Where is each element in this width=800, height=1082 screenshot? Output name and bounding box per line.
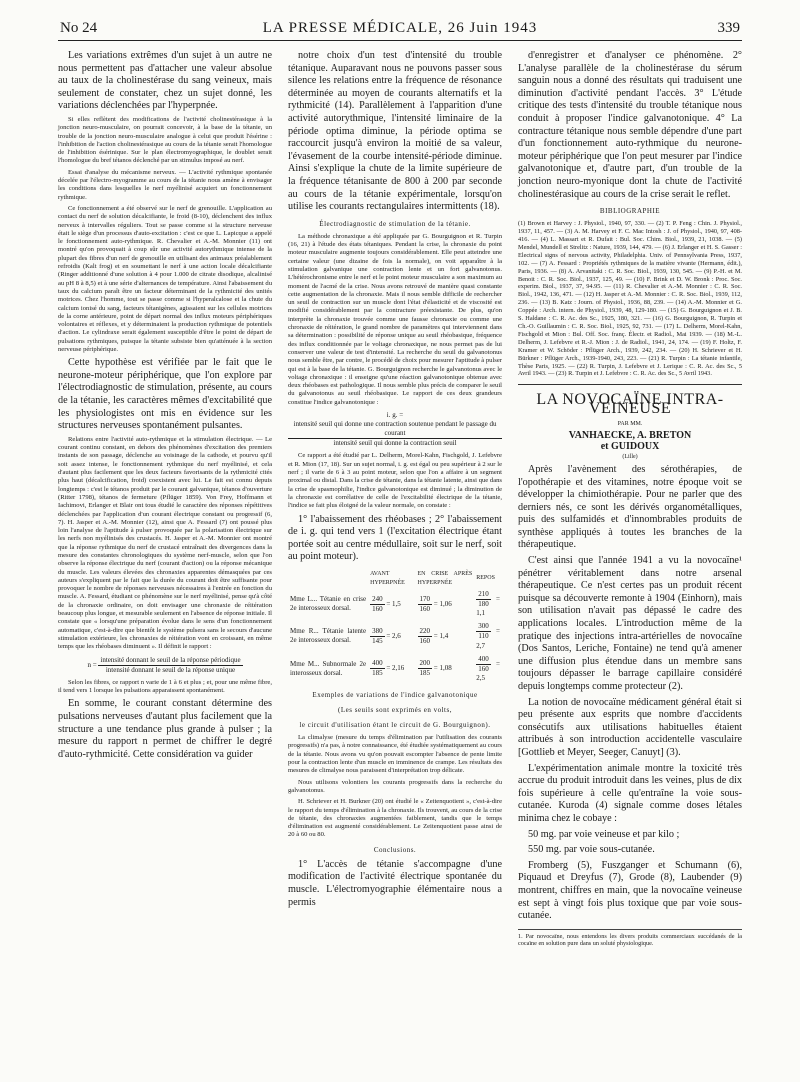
cell-value: = 2,5 bbox=[476, 659, 500, 682]
table-header: EN CRISE APRÈS HYPERPNÉE bbox=[417, 570, 473, 586]
cell-value: = 1,4 bbox=[433, 632, 449, 641]
footnote: 1. Par novocaïne, nous entendons les divers produits commerciaux succédanés de la cocaïne en solution pure dans un soluté physiologique. bbox=[518, 929, 742, 949]
cell-value: = 1,1 bbox=[476, 595, 500, 618]
column-1 bbox=[58, 50, 272, 764]
paragraph: Nous utilisons volontiers les courants progressifs dans la recherche du galvanotonus. bbox=[288, 778, 502, 794]
bibliography-heading: BIBLIOGRAPHIE bbox=[599, 207, 661, 216]
authors: et GUIDOUX bbox=[600, 440, 660, 452]
journal-title: LA PRESSE MÉDICALE, 26 Juin 1943 bbox=[262, 20, 538, 36]
bibliography: (1) Brown et Harvey : J. Physiol., 1940, 97, 330. — (2) T. P. Feng : Chin. J. Physiol., 1937, 11, 457. — (3) A. M. Harvey et F. C. Mac Intosh : J. of Physiol., 1940, 97, 408-416. — (4) L. Massart et R. Dufait : Bul. Soc. Chim. Biol., 1939, 21, 1038. — (5) Mendel, Mundell et Strelitz : Nature, 1939, 144, 479. — (6) J. Erlanger et H. S. Gasser : Electrical signs of nervous activity, Philadelphia. Univ. of Pennsylvania Press, 1937, 102. — (7) A. Fessard : Propriétés rythmiques de la matière vivante (Hermann, édit.), Paris, 1936. — (8) A. Arvanitaki : C. R. Soc. Biol., 1939, 130, 545. — (9) P.-H. et M. Benoit : C. R. Soc. Biol., 1937, 125, 49. — (10) F. Brink et D. W. Bronk : Proc. Soc. experim. Biol., 1937, 37, 94.95. — (11) R. Chevalier et A.-M. Monnier : C. R. Soc. Biol., 1942, 136, 471. — (12) H. Jasper et A.-M. Monnier : C. R. Soc. Biol., 1939, 112, 236. — (13) B. Katz : Journ. of Physiol., 1936, 88, 239. — (14) A.-M. Monnier et G. Coppée : Arch. intern. de Physiol., 1939, 48, 129-180. — (15) G. Bourguignon et J. B. S. Haldane : C. R. Ac. des Sc., 1925, 180, 321. — (16) G. Bourguignon, R. Turpin et Ch.-O. Guillaumin : C. R. Soc. Biol., 1925, 92, 731. — (17) L. Delherm, Morel-Kahn, Fischgold et Mion : Bul. Off. Soc. franç. Électr. et Radiol., Mai 1939. — (18) M.-L. Delherm, J. Lefebvre et R.-J. Mion : J. de Radiol., 1941, 24, 174. — (19) F. Holtz, F. Kramer et W. Schöder : Pflüger Arch., 1939, 242, 234. — (20) H. Schriever et H. Bürkner : Pflüger Arch., 1939-1940, 243, 223. — (21) R. Turpin : La tétanie infantile, Thèse Paris, 1925. — (22) R. Turpin, J. Lefebvre et J. Lerique : C. R. Ac. des Sc., 5 Avril 1943. — (23) R. Turpin et J. Lefebvre : C. R. Ac. des Sc., 5 Avril 1943. bbox=[518, 220, 742, 378]
section-heading: Électrodiagnostic de stimulation de la tétanie. bbox=[319, 219, 471, 228]
numerator: 300 bbox=[476, 622, 491, 632]
numerator: 400 bbox=[370, 659, 385, 669]
article-title: LA NOVOCAÏNE INTRA-VEINEUSE bbox=[536, 391, 724, 418]
column-2 bbox=[288, 50, 502, 912]
table-header: AVANT HYPERPNÉE bbox=[370, 570, 405, 586]
fraction bbox=[98, 656, 242, 675]
header-rule bbox=[58, 40, 742, 41]
formula-lhs: n = bbox=[87, 660, 97, 669]
paragraph: Ce rapport a été étudié par L. Delherm, Morel-Kahn, Fischgold, J. Lefebvre et R. Mion (17, 18). Sur un sujet normal, i. g. est égal ou peu supérieur à 2 sur le nerf ; il varie de 6 à 3 au point moteur, selon que l'on a affaire à un segment proximal ou distal. Dans la crise de tétanie, dans la tétanie latente, ainsi que dans la crise de spasmophilie, l'indice galvanotonique est diminué ; la diminution de la chronaxie est corrélative de celle de l'excitabilité électrique de la tétanie, l'indice se fait plus éloigné de la valeur normale, on constate : bbox=[288, 452, 502, 510]
table-cell bbox=[474, 588, 502, 620]
denominator: 180 bbox=[478, 600, 489, 609]
dose-line: 550 mg. par voie sous-cutanée. bbox=[528, 844, 655, 856]
row-label: Mme R... Tétanie latente 2e interosseux dorsal. bbox=[290, 627, 367, 645]
paragraph: Les variations extrêmes d'un sujet à un autre ne nous permettent pas d'attacher une valeur absolue au taux de la cholinestérase du sang veineux, mais seulement de constater, chez un sujet donné, les variations déclenchées par l'hyperpnée. bbox=[58, 50, 272, 112]
paragraph: Cette hypothèse est vérifiée par le fait que le neurone-moteur périphérique, que l'on explore par l'électrodiagnostic de stimulation, présente, au cours de la tétanie, les caractères mêmes d'excitabilité que les physiologistes ont mis en évidence sur les structures nerveuses spontanément pulsantes. bbox=[58, 357, 272, 432]
table-header bbox=[288, 570, 368, 588]
paragraph: Après l'avènement des sérothérapies, de l'opothérapie et des vitamines, notre époque voit se développer la chimiothérapie. Pour ne parler que des derniers nés, ce sont les dérivés organométalliques, puis des sulfamidés et d'innombrables produits de synthèse appliqués à toutes les branches de la thérapeutique. bbox=[518, 463, 742, 551]
paragraph: Fromberg (5), Fuszganger et Schumann (6), Piquaud et Dreyfus (7), Grode (8), Laubender (9) montrent, chiffres en main, que la novocaïne veineuse est sept à vingt fois plus toxique que par voie sous-cutanée. bbox=[518, 859, 742, 922]
row-label: Mme L... Tétanie en crise 2e interosseux dorsal. bbox=[290, 595, 367, 613]
issue-number: No 24 bbox=[60, 20, 98, 36]
paragraph: 1° L'accès de tétanie s'accompagne d'une modification de l'activité électrique spontanée du muscle. L'électromyographie élémentaire nous a permis bbox=[288, 858, 502, 908]
paragraph: L'expérimentation animale montre la toxicité très accrue du produit introduit dans les veines, plus de dix fois supérieure à celle qu'entraîne la voie sous-cutanée. Kuroda (4) signale comme doses létales minima chez le cobaye : bbox=[518, 762, 742, 824]
paragraph: notre choix d'un test d'intensité du trouble tétanique. Auparavant nous ne pouvons passer sous silence les relations entre la fréquence de résonance déterminée au moyen de courants alternatifs et la rythmicité (14). Parallèlement à l'apparition d'une activité autorythmique, l'intensité liminaire de la période optima diminue, la période optima se raccourcit jusqu'à environ la moitié de sa valeur, l'évasement de la courbe intensité-période diminue. Ainsi s'explique la chute de la limite supérieure de la fréquence tétanisante de 800 à 200 par seconde au cours de la tétanie expérimentale, lorsqu'on utilise les courants rectangulaires intermittents (18). bbox=[288, 50, 502, 213]
data-table bbox=[288, 570, 502, 685]
table-row bbox=[288, 588, 502, 620]
numerator: 220 bbox=[418, 627, 433, 637]
denominator: 160 bbox=[478, 664, 489, 673]
paragraph: Selon les fibres, ce rapport n varie de 1 à 6 et plus ; et, pour une même fibre, il tend vers 1 lorsque les pulsations apparaissent spontanément. bbox=[58, 678, 272, 695]
numerator: intensité donnant le seuil de la réponse périodique bbox=[98, 656, 242, 666]
dose-line: 50 mg. par voie veineuse et par kilo ; bbox=[528, 828, 680, 840]
numerator: intensité seuil qui donne une contraction soutenue pendant le passage du courant bbox=[288, 420, 502, 439]
table-row bbox=[288, 620, 502, 652]
table-row bbox=[288, 653, 502, 685]
formula-lhs: i. g. = bbox=[386, 411, 404, 420]
column-3 bbox=[518, 50, 742, 948]
numerator: 200 bbox=[418, 659, 433, 669]
author-city: (Lille) bbox=[622, 453, 638, 460]
denominator: 160 bbox=[419, 604, 431, 613]
fraction bbox=[288, 420, 502, 448]
ratio-formula bbox=[58, 656, 272, 675]
numerator: 380 bbox=[370, 627, 385, 637]
page-number: 339 bbox=[717, 20, 740, 36]
table-caption-note: le circuit d'utilisation étant le circuit de G. Bourguignon). bbox=[299, 721, 491, 730]
table-cell bbox=[474, 620, 502, 652]
table-caption-note: (Les seuils sont exprimés en volts, bbox=[338, 706, 452, 714]
denominator: 110 bbox=[478, 632, 489, 641]
denominator: intensité donnant le seuil de la réponse unique bbox=[105, 665, 236, 674]
numerator: 400 bbox=[476, 655, 491, 665]
denominator: intensité seuil qui donne la contraction seuil bbox=[333, 439, 457, 448]
cell-value: = 2,7 bbox=[476, 627, 500, 650]
numerator: 240 bbox=[370, 595, 385, 605]
numerator: 210 bbox=[476, 590, 491, 600]
denominator: 145 bbox=[372, 636, 383, 645]
article-divider bbox=[518, 384, 742, 385]
table-cell bbox=[368, 588, 415, 620]
denominator: 160 bbox=[372, 604, 383, 613]
denominator: 185 bbox=[372, 669, 383, 678]
authors: VANHAECKE, A. BRETON bbox=[568, 429, 692, 441]
paragraph: Ce fonctionnement a été observé sur le nerf de grenouille. L'application au contact du nerf de solution décalcifiante, le froid (8-10), déclenchent des influx nerveux à intervalles réguliers. Tout se passe comme si la structure nerveuse était le siège d'un processus d'auto-excitation : c'est ce que L. Lapicque a appelé le fonctionnement auto-rythmique. R. Chevalier et A.-M. Monnier (11) ont montré qu'on provoquait à coup sûr une activité autorythmique intense de la plupart des fibres d'un nerf de grenouille en utilisant des animaux préalablement refroidis (Kalt frog) et en soumettant le nerf à une action locale décalcifiante (Ringer additionné d'une solution à 4 pour 1.000 de citrate disodique, alcalinisé au pH 8 à 8,5) et à une série d'alternances de température. Ainsi l'abaissement du taux du calcium paraît être un facteur déterminant de la rythmicité des unités motrices. Chez l'homme, tout se passe comme si l'hyperalcalose et la chute du calcium ionisé du sang, facteurs tétanigènes, agissaient sur les cellules motrices de la corne antérieure, point de départ normal des influx moteurs périphériques volontaires et réflexes, et y déterminaient la production rythmique de potentiels d'action. Le cylindraxe serait également susceptible d'être le point de départ de pulsations rythmiques, puisque la tétanie subsiste bien qu'atténuée à la section nerveuse périphérique. bbox=[58, 204, 272, 353]
paragraph: d'enregistrer et d'analyser ce phénomène. 2° L'analyse parallèle de la cholinestérase du sérum sanguin nous a donné des résultats qui traduisent une diminution d'activité pendant l'accès. 3° L'étude critique des tests d'intensité du trouble tétanique nous conduit à proposer l'indice galvanotonique. 4° La contracture tétanique nous semble dépendre d'une part d'un fonctionnement auto-rythmique du neurone-moteur périphérique que l'on peut mesurer par l'indice galvanotonique et, d'autre part, d'un trouble de la jonction neuro-myonique dont la chute de l'activité cholinestérasique au cours de la crise serait le reflet. bbox=[518, 50, 742, 200]
section-heading: Conclusions. bbox=[373, 845, 417, 854]
table-header: REPOS bbox=[476, 575, 495, 582]
paragraph: Relations entre l'activité auto-rythmique et la stimulation électrique. — Le courant continu constant, en dehors des phénomènes d'excitation des premiers instants de son passage, déclenche au voisinage de la cathode, et pourvu qu'il soit assez intense, le fonctionnement rythmique du nerf myélinisé, et cela d'autant plus facilement que les deux facteurs favorisants de la rythmicité cités plus haut (décalcification, froid) coexistent avec lui. Le fait est connu depuis longtemps : c'est le tétanos produit par le courant galvanique, tétanos d'ouverture (Ritter 1798), tétanos de fermeture (Pflüger 1859). Von Frey, Hoffmann et Iachimovi, Erlanger et Blair ont tous étudié le caractère des réponses répétitives déclenchées par l'application d'un courant électrique constant ou progressif (6, 7). H. Jasper et A.-M. Monnier (12), ainsi que A. Fessard (7) ont poussé plus loin l'analyse de l'aptitude à pulser provoquée par la polarisation électrique sur les nerfs non myélinisés des crustacés. H. Jasper et A.-M. Monnier ont montré que la réponse rythmique du nerf de crustacé entraînait des divergences dans la mesure des constantes chronologiques du système nerf-muscle, selon que l'on observe la réponse électrique du nerf (courant d'action) ou la réponse mécanique du muscle. Les valeurs élevées des chronaxies apparentes démasquées par ces auteurs s'expliquent par le fait que la durée du courant doit être suffisante pour provoquer le nombre de réponses nerveuses nécessaires à l'entrée en fonction du muscle. A. Fessard, étudiant ce phénomène sur le nerf myélinisé, pense qu'à côté de la chronaxie ordinaire, on doit envisager une chronaxie de réitération beaucoup plus longue, et mesurable seulement en l'absence de réponse initiale. Il constate que « lorsqu'une préparation évolue dans le sens d'un fonctionnement automatique, c'est-à-dire que bientôt le système pulsera sans le secours d'aucune stimulation extérieure, les chronaxies de réitération vont en croissant, en même temps que les rhéobases diminuent ». Il définit le rapport : bbox=[58, 435, 272, 651]
denominator: 185 bbox=[419, 669, 431, 678]
paragraph: La climalyse (mesure du temps d'élimination par l'utilisation des courants progressifs) n'a pas, à notre connaissance, été étudiée systématiquement au cours de la tétanie. Nous avons vu qu'on pouvait escompter l'absence de pente limite pour la contraction lente d'un muscle en imminence de crampe. Les résultats des mesures de climalyse nous paraissent d'interprétation trop délicate. bbox=[288, 734, 502, 775]
byline-par: PAR MM. bbox=[617, 420, 643, 427]
row-label: Mme M... Subnormale 2e interosseux dorsal. bbox=[290, 659, 367, 677]
paragraph: C'est ainsi que l'année 1941 a vu la novocaïne¹ pénétrer véritablement dans notre arsenal thérapeutique. Ce n'est certes pas un produit récent puisque sa découverte remonte à 1904 (Einhorn), mais son utilisation n'avait pas dépassé le cadre des applications locales. L'introduction même de la pratique des injections intra-artérielles de novocaïne (Dos Santos, Leriche, Fontaine) ne tend qu'à amener une diffusion plus étendue dans un membre sans toujours dépasser le barrage capillaire considéré depuis longtemps comme protecteur (2). bbox=[518, 555, 742, 692]
table-cell bbox=[474, 653, 502, 685]
page-header bbox=[60, 18, 740, 40]
paragraph: Essai d'analyse du mécanisme nerveux. — L'activité rythmique spontanée décelée par l'électro-myogramme au cours de la tétanie nous amène à envisager les conditions dans lesquelles le nerf myélinisé acquiert un fonctionnement rythmique. bbox=[58, 168, 272, 201]
cell-value: = 2,6 bbox=[386, 632, 401, 641]
cell-value: = 1,5 bbox=[386, 599, 401, 608]
paragraph: Si elles reflètent des modifications de l'activité cholinestérasique à la jonction neuro-musculaire, on pourrait concevoir, à la base de la tétanie, un trouble de la jonction neuro-musculaire analogue à celui que produit l'ésérine : l'inhibition de l'action cholinestérasique au cours de la tétanie serait l'homologue de l'inhibition ésérinique. Sur le plan électromyographique, le doublet serait l'homologue du bref tétanos déclenché par un stimulus imposé au nerf. bbox=[58, 115, 272, 165]
paragraph: La notion de novocaïne médicament général était si peu présente aux esprits que nombre d'accidents consécutifs aux utilisations habituelles étaient attribués à son introduction accidentelle vasculaire [Gottlieb et Meyer, Seeger, Canuyt] (3). bbox=[518, 696, 742, 758]
table-cell bbox=[416, 653, 475, 685]
table-caption: Exemples de variations de l'indice galvanotonique bbox=[312, 690, 478, 699]
paragraph: En somme, le courant constant détermine des pulsations nerveuses d'autant plus facilement que la structure a une tendance plus grande à pulser ; la mesure du rapport n permet de chiffrer le degré d'auto-rythmicité. Cette considération va guider bbox=[58, 698, 272, 760]
table-cell bbox=[416, 620, 475, 652]
paragraph: H. Schriever et H. Burkner (20) ont étudié le « Zeitenquotient », c'est-à-dire le rapport du temps d'élimination à la chronaxie. Ils trouvent, au cours de la crise de tétanie, des chronaxies augmentées faiblement, tandis que le temps d'élimination est augmenté considérablement. Le Zeitenquotient passe ainsi de 20 à 60 ou 80. bbox=[288, 798, 502, 839]
table-cell bbox=[368, 620, 415, 652]
table-cell bbox=[368, 653, 415, 685]
cell-value: = 1,06 bbox=[433, 599, 452, 608]
table-cell bbox=[416, 588, 475, 620]
paragraph: 1° l'abaissement des rhéobases ; 2° l'abaissement de i. g. qui tend vers 1 (l'excitation électrique étant portée soit au centre médullaire, soit sur le nerf, soit au point moteur). bbox=[288, 513, 502, 563]
cell-value: = 2,16 bbox=[386, 664, 405, 673]
table-header-row bbox=[288, 570, 502, 588]
numerator: 170 bbox=[418, 595, 433, 605]
denominator: 160 bbox=[419, 636, 431, 645]
cell-value: = 1,08 bbox=[433, 664, 452, 673]
paragraph: La méthode chronaxique a été appliquée par G. Bourguignon et R. Turpin (16, 21) à l'étude des états tétaniques. Pendant la crise, la chronaxie du point moteur musculaire augmente toujours considérablement. Elle peut atteindre une certaine valeur (une dizaine de fois la normale), on voit apparaître à la stimulation galvanique une contraction lente et un fort galvanotonus. L'hétérochronisme entre le nerf et le point moteur musculaire a son maximum au moment de l'acmé de la crise. Nous avons retrouvé de manière quasi constante cette augmentation de la chronaxie. Mais il nous semble difficile de rechercher un seuil de contraction sur un muscle dont l'état d'élasticité et de viscosité est modifié considérablement par la contracture préexistante. De plus, qu'on interprète la chronaxie trouvée comme une fausse chronaxie ou comme une chronaxie de réitération, le grand nombre de paramètres qui interviennent dans sa détermination : possibilité de réponse unique au seuil rhéobasique, fréquence des influx conditionnée par le voltage chronaxique, ne nous permet pas de lui conserver une valeur de test d'intensité. La recherche du seuil du galvanotonus nous semble être, par contre, le procédé de choix pour mesurer l'aptitude à pulser qui est à la base de la tétanie. G. Bourguignon recherche le galvanotonus avec le voltage chronaxique : il enseigne qu'une réaction galvanotonique obtenue avec deux rhéobases est pathologique. Il nous semble plus précis de comparer le seuil du galvanotonus au seuil rhéobasique. Le rapport de ces deux grandeurs constitue l'indice galvanotonique : bbox=[288, 232, 502, 406]
galvanotonic-index-formula bbox=[288, 411, 502, 448]
